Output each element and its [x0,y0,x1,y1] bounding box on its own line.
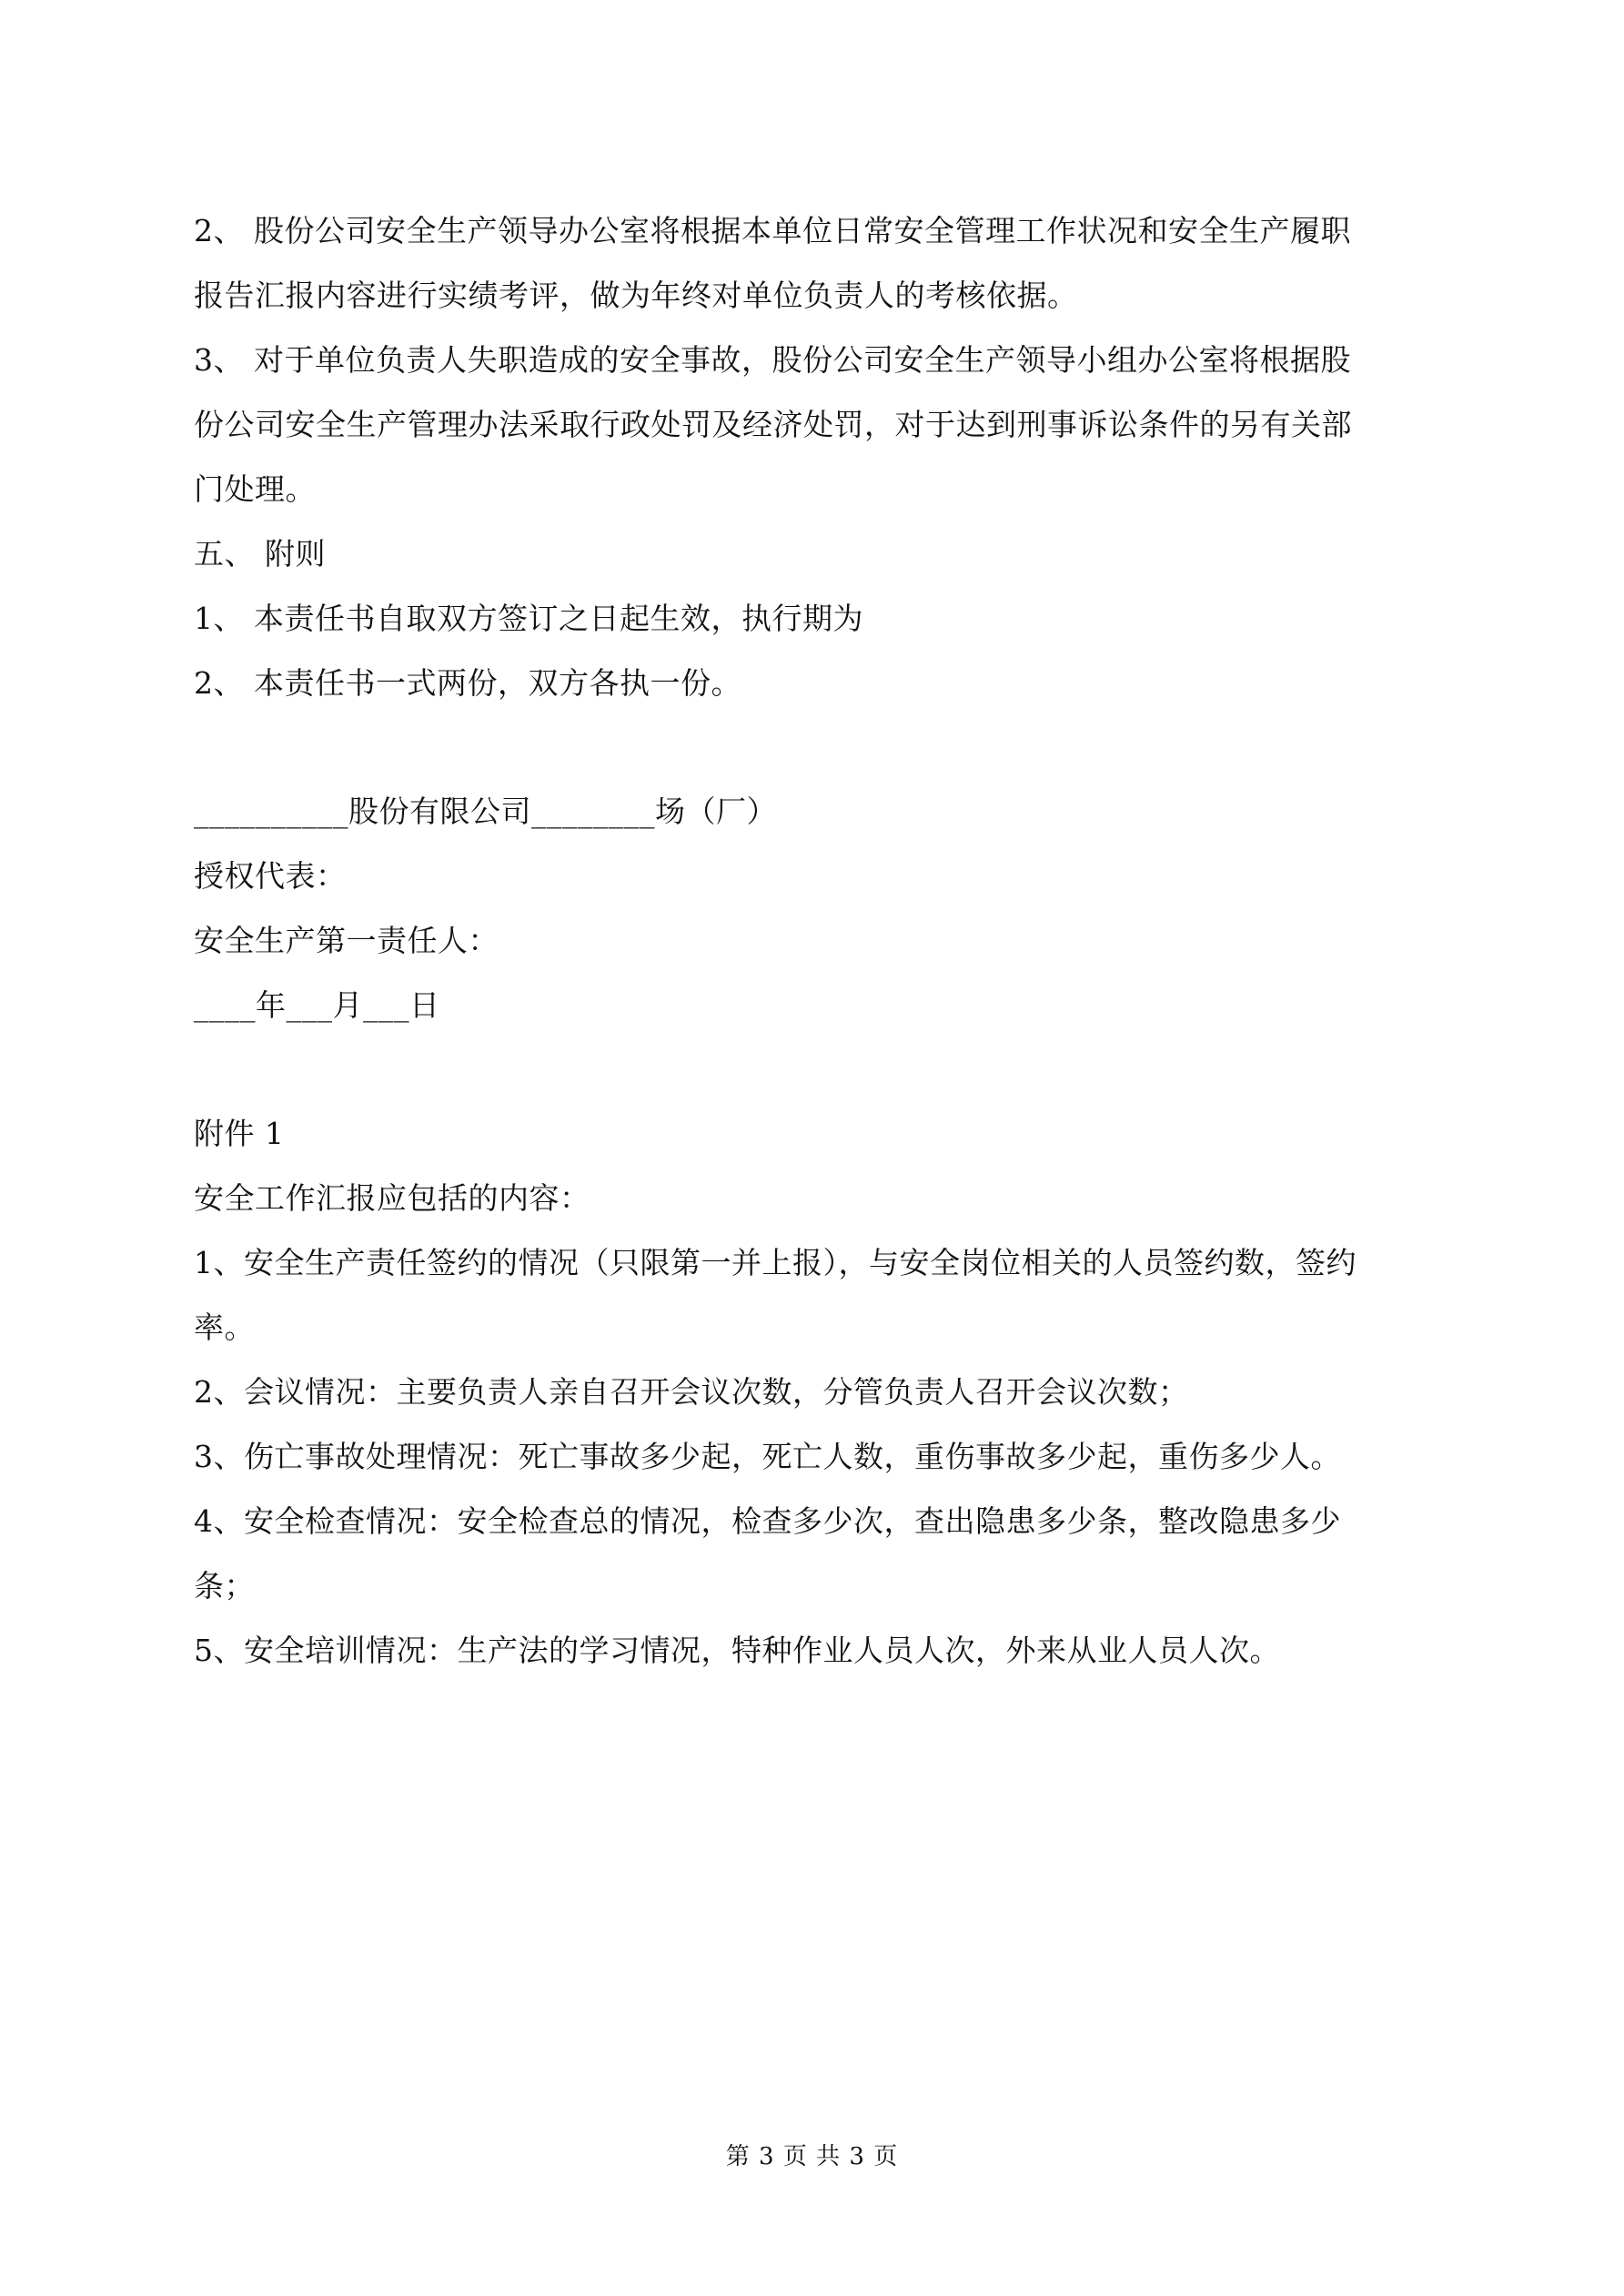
paragraph-line: 3、 对于单位负责人失职造成的安全事故，股份公司安全生产领导小组办公室将根据股 [194,342,1351,378]
section-four-continued [194,198,1449,521]
list-item: 率。 [194,1310,255,1345]
list-item: 5、安全培训情况：生产法的学习情况，特种作业人员人次，外来从业人员人次。 [194,1633,1280,1668]
signature-date: ____年___月___日 [194,987,440,1023]
section-five [194,521,1449,715]
attachment-intro: 安全工作汇报应包括的内容： [194,1180,590,1216]
signature-parties: __________股份有限公司________场（厂） [194,794,777,829]
list-item: 1、 本责任书自取双方签订之日起生效，执行期为 [194,601,863,636]
document-body [194,198,1449,1683]
signature-block [194,779,1449,1037]
paragraph-line: 门处理。 [194,471,316,507]
list-item: 2、会议情况：主要负责人亲自召开会议次数，分管负责人召开会议次数； [194,1374,1189,1410]
list-item: 1、安全生产责任签约的情况（只限第一并上报），与安全岗位相关的人员签约数，签约 [194,1245,1357,1280]
list-item: 条； [194,1568,255,1603]
page-footer: 第 3 页 共 3 页 [725,2143,899,2170]
spacer [194,1037,1449,1101]
signature-representative: 授权代表： [194,858,347,894]
list-item: 3、伤亡事故处理情况：死亡事故多少起，死亡人数，重伤事故多少起，重伤多少人。 [194,1439,1341,1474]
paragraph-line: 报告汇报内容进行实绩考评，做为年终对单位负责人的考核依据。 [194,278,1078,313]
paragraph-line: 2、 股份公司安全生产领导办公室将根据本单位日常安全管理工作状况和安全生产履职 [194,213,1351,248]
list-item: 4、安全检查情况：安全检查总的情况，检查多少次，查出隐患多少条，整改隐患多少 [194,1503,1341,1539]
attachment-section [194,1101,1449,1683]
signature-responsible-person: 安全生产第一责任人： [194,923,499,958]
attachment-title: 附件 1 [194,1116,285,1151]
list-item: 2、 本责任书一式两份，双方各执一份。 [194,665,741,701]
spacer [194,715,1449,779]
section-heading: 五、 附则 [194,536,326,571]
paragraph-line: 份公司安全生产管理办法采取行政处罚及经济处罚，对于达到刑事诉讼条件的另有关部 [194,407,1352,442]
